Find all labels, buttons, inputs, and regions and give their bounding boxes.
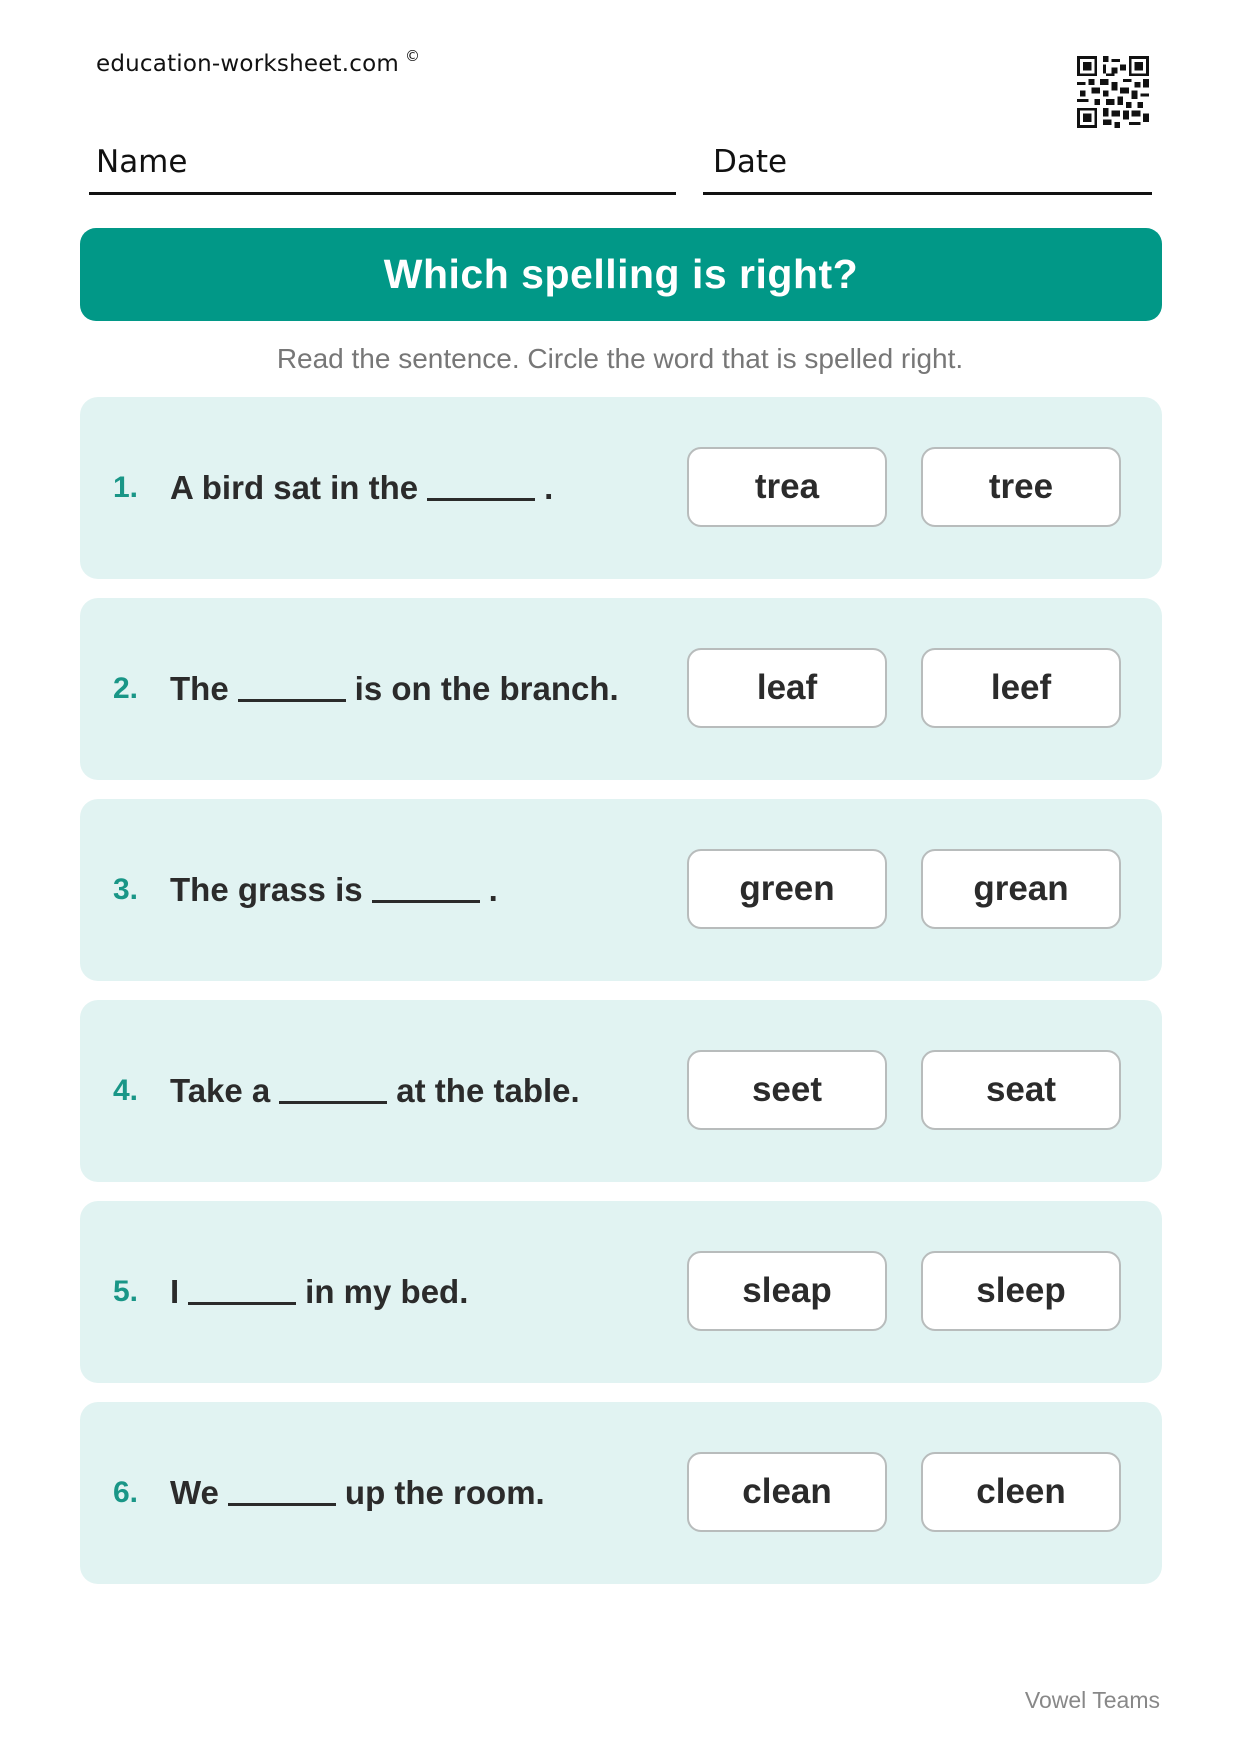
question-sentence	[170, 1201, 468, 1383]
question-number: 6.	[113, 1476, 139, 1509]
option-a[interactable]: sleap	[687, 1251, 887, 1331]
sentence-end: .	[544, 469, 554, 506]
title-banner	[80, 228, 1162, 321]
question-number: 3.	[113, 873, 139, 906]
footer-topic: Vowel Teams	[1024, 1687, 1160, 1713]
answer-blank	[228, 1473, 336, 1506]
question-card	[80, 1201, 1162, 1383]
question-sentence	[170, 1402, 545, 1584]
option-a[interactable]: leaf	[687, 648, 887, 728]
sentence-end: in my bed.	[305, 1273, 469, 1310]
question-sentence	[170, 397, 553, 579]
date-line[interactable]	[703, 192, 1152, 195]
option-b[interactable]: seat	[921, 1050, 1121, 1130]
option-b[interactable]: tree	[921, 447, 1121, 527]
option-b[interactable]: leef	[921, 648, 1121, 728]
answer-blank	[188, 1272, 296, 1305]
sentence-start: A bird sat in the	[170, 469, 419, 506]
copyright-symbol: ©	[405, 47, 421, 65]
qr-code-icon	[1077, 56, 1149, 128]
question-sentence	[170, 799, 498, 981]
option-a[interactable]: green	[687, 849, 887, 929]
question-number: 4.	[113, 1074, 139, 1107]
option-b[interactable]: cleen	[921, 1452, 1121, 1532]
site-url: education-worksheet.com	[96, 51, 399, 77]
question-card	[80, 598, 1162, 780]
name-label: Name	[96, 144, 188, 180]
option-b[interactable]: sleep	[921, 1251, 1121, 1331]
question-number: 1.	[113, 471, 139, 504]
sentence-end: at the table.	[396, 1072, 580, 1109]
option-a[interactable]: seet	[687, 1050, 887, 1130]
sentence-start: The grass is	[170, 871, 363, 908]
instructions: Read the sentence. Circle the word that is spelled right.	[276, 343, 964, 374]
answer-blank	[238, 669, 346, 702]
sentence-start: Take a	[170, 1072, 271, 1109]
option-a[interactable]: clean	[687, 1452, 887, 1532]
question-number: 2.	[113, 672, 139, 705]
sentence-start: We	[170, 1474, 219, 1511]
question-sentence	[170, 598, 619, 780]
site-name	[96, 47, 420, 77]
question-card	[80, 1000, 1162, 1182]
question-sentence	[170, 1000, 580, 1182]
question-card	[80, 397, 1162, 579]
question-number: 5.	[113, 1275, 139, 1308]
sentence-end: .	[488, 871, 498, 908]
answer-blank	[372, 870, 480, 903]
sentence-end: up the room.	[344, 1474, 545, 1511]
question-card	[80, 1402, 1162, 1584]
sentence-start: The	[170, 670, 229, 707]
option-a[interactable]: trea	[687, 447, 887, 527]
date-label: Date	[713, 144, 788, 180]
sentence-end: is on the branch.	[354, 670, 619, 707]
question-card	[80, 799, 1162, 981]
answer-blank	[427, 468, 535, 501]
page-title: Which spelling is right?	[383, 251, 859, 297]
sentence-start: I	[170, 1273, 180, 1310]
name-line[interactable]	[89, 192, 676, 195]
option-b[interactable]: grean	[921, 849, 1121, 929]
answer-blank	[279, 1071, 387, 1104]
